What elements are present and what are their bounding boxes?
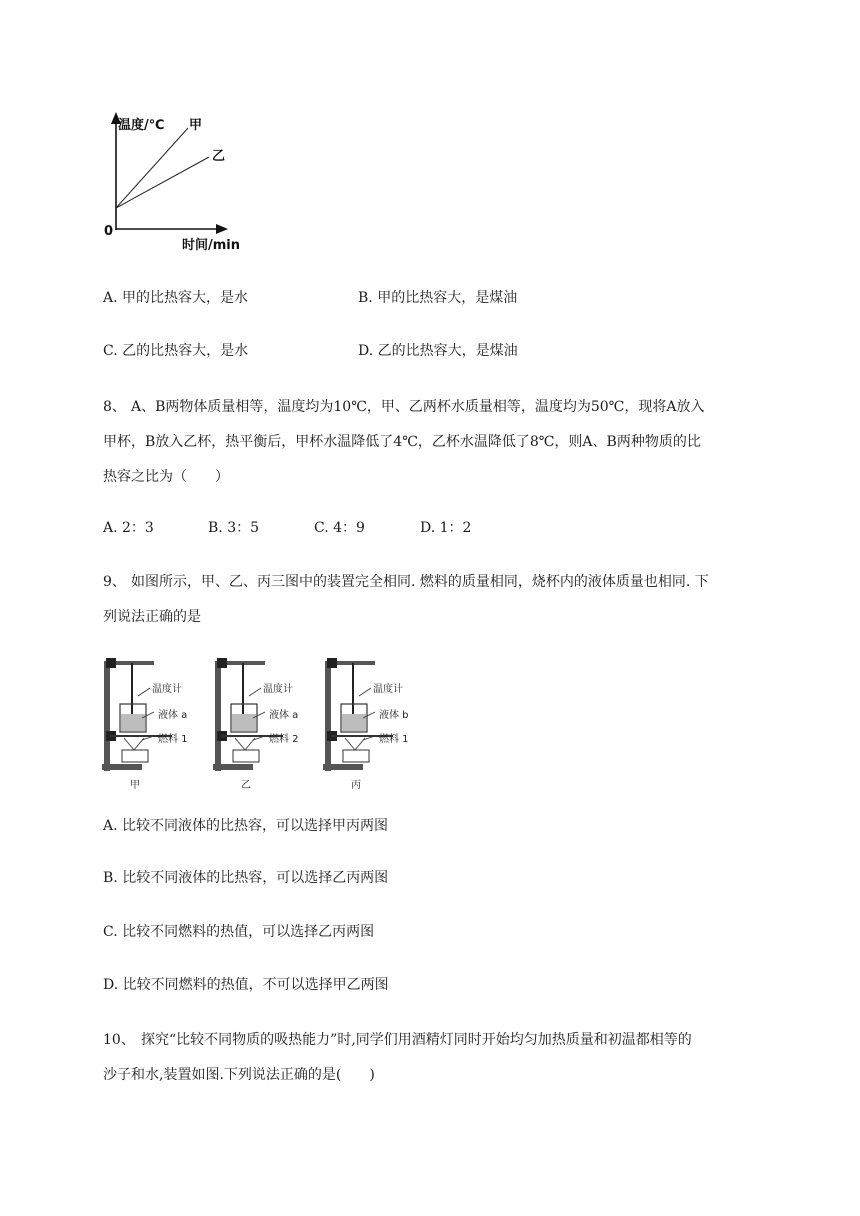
line-jia [116, 128, 188, 208]
apparatus-jia-thermometer-label: 温度计 [152, 684, 182, 695]
q7-option-b: B. 甲的比热容大，是煤油 [358, 290, 518, 306]
line-yi [116, 157, 209, 208]
apparatus-bing-liquid-label: 液体 b [379, 710, 409, 721]
apparatus-yi-thermometer-label: 温度计 [263, 684, 293, 695]
q9-option-c: C. 比较不同燃料的热值，可以选择乙丙两图 [103, 924, 375, 940]
q8-line3: 热容之比为（ ） [103, 469, 229, 485]
q10-line1: 探究“比较不同物质的吸热能力”时,同学们用酒精灯同时开始均匀加热质量和初温都相等的 [141, 1032, 692, 1048]
q9-option-d: D. 比较不同燃料的热值，不可以选择甲乙两图 [103, 977, 389, 993]
apparatus-bing-caption: 丙 [351, 780, 361, 791]
q8-line2: 甲杯，B放入乙杯，热平衡后，甲杯水温降低了4℃，乙杯水温降低了8℃，则A、B两种物质的比 [103, 434, 701, 450]
apparatus-jia-caption: 甲 [130, 780, 140, 791]
q7-option-a: A. 甲的比热容大，是水 [103, 290, 249, 306]
q9-line2: 列说法正确的是 [103, 609, 201, 625]
apparatus-jia-liquid-label: 液体 a [158, 710, 188, 721]
q8-option-a: A. 2：3 [103, 520, 154, 536]
apparatus-yi-fuel-label: 燃料 2 [269, 734, 299, 745]
q8-number: 8、 [103, 399, 126, 415]
q7-option-d: D. 乙的比热容大，是煤油 [358, 343, 518, 359]
q9-option-b: B. 比较不同液体的比热容，可以选择乙丙两图 [103, 870, 389, 886]
q8-line1: A、B两物体质量相等，温度均为10℃，甲、乙两杯水质量相等，温度均为50℃，现将A放入 [131, 399, 705, 415]
q9-line1: 如图所示，甲、乙、丙三图中的装置完全相同. 燃料的质量相同，烧杯内的液体质量也相同. 下 [131, 574, 709, 590]
q8-option-d: D. 1：2 [420, 520, 472, 536]
line-jia-label: 甲 [189, 118, 203, 133]
x-axis-label: 时间/min [182, 238, 241, 253]
origin-label: 0 [104, 224, 114, 239]
apparatus-yi-liquid-label: 液体 a [269, 710, 299, 721]
apparatus-yi-caption: 乙 [241, 780, 251, 791]
x-axis-arrow [216, 224, 228, 234]
q10-line2: 沙子和水,装置如图.下列说法正确的是( ) [103, 1067, 375, 1083]
q10-number: 10、 [103, 1032, 135, 1048]
apparatus-bing-thermometer-label: 温度计 [373, 684, 403, 695]
line-yi-label: 乙 [212, 149, 226, 164]
q9-number: 9、 [103, 574, 126, 590]
q9-option-a: A. 比较不同液体的比热容，可以选择甲丙两图 [103, 818, 389, 834]
apparatus-jia-fuel-label: 燃料 1 [158, 734, 188, 745]
y-axis-label: 温度/℃ [118, 118, 165, 133]
q8-option-b: B. 3：5 [208, 520, 260, 536]
q8-option-c: C. 4：9 [314, 520, 365, 536]
apparatus-bing-fuel-label: 燃料 1 [379, 734, 409, 745]
q7-option-c: C. 乙的比热容大，是水 [103, 343, 249, 359]
